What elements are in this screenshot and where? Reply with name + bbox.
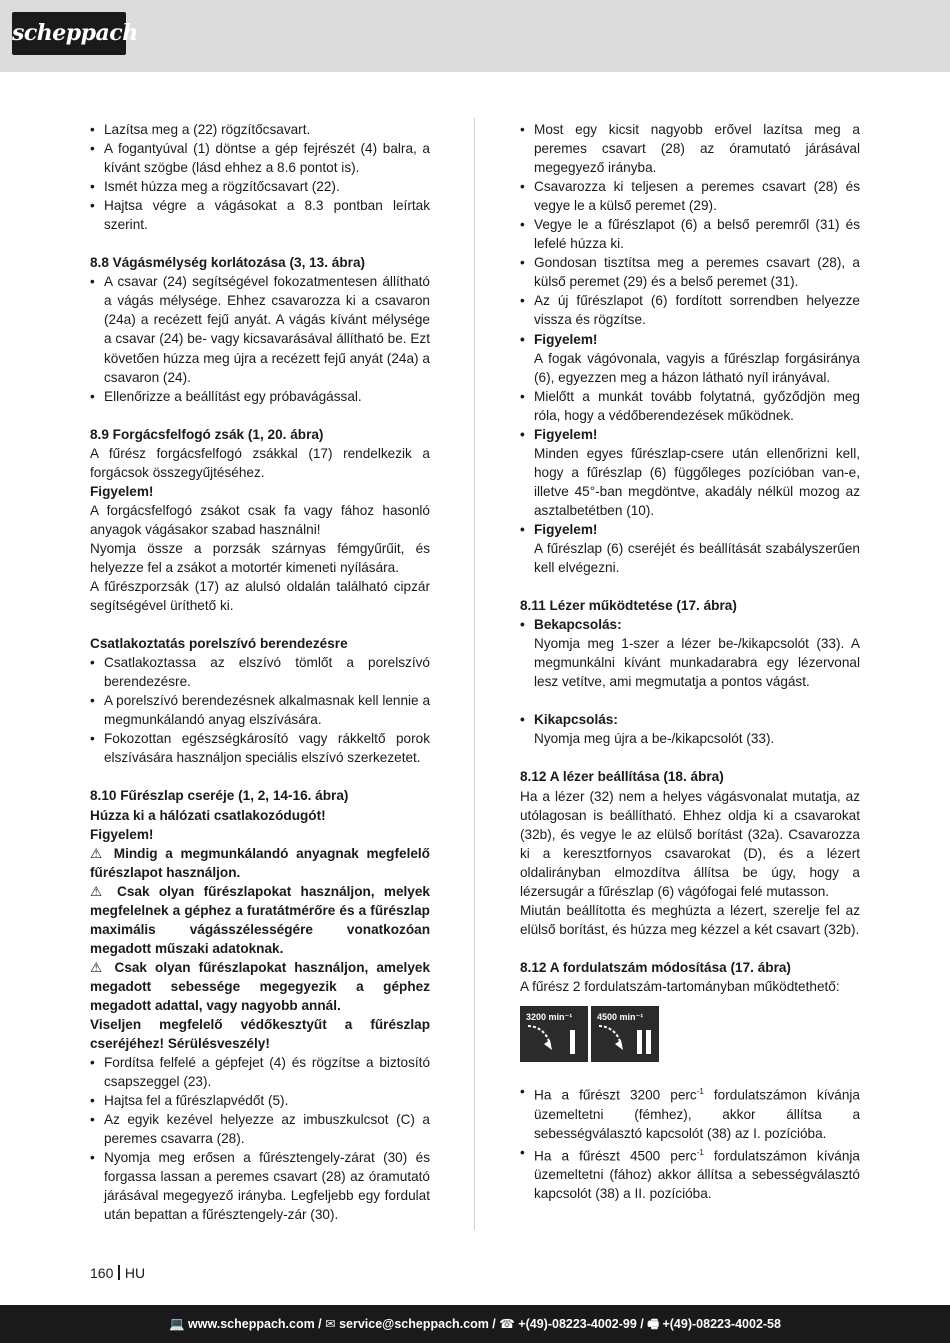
list-item: • Csavarozza ki teljesen a peremes csavart (28) és vegye le a külső peremet (29). — [520, 177, 860, 215]
list-item: • Lazítsa meg a (22) rögzítőcsavart. — [90, 120, 430, 139]
paragraph: Miután beállította és meghúzta a lézert, szerelje fel az elülső borítást, és húzza meg kézzel a két csavart (32b). — [520, 902, 860, 937]
list-item: • A porelszívó berendezésnek alkalmasnak kell lennie a megmunkálandó anyag elszívására. — [90, 691, 430, 729]
paragraph: Nyomja meg 1-szer a lézer be-/kikapcsolót (33). A megmunkálni kívánt munkadarabra egy lézervonal lesz vetítve, ami megmutatja a pontos vágást. — [534, 636, 860, 690]
list-item: • A fogantyúval (1) döntse a gép fejrészét (4) balra, a kívánt szögbe (lásd ehhez a 8.6 pontot is). — [90, 139, 430, 177]
list-item: • Ha a fűrészt 3200 perc$^{-1}$ fordulatszámon kívánja üzemeltetni (fémhez), akkor állítsa a sebességválasztó kapcsolót (38) az I. pozícióba. — [520, 1082, 860, 1143]
attention-label: • Figyelem! — [520, 520, 860, 539]
warning-text: Viseljen megfelelő védőkesztyűt a fűrészlap cseréjéhez! Sérülésveszély! — [90, 1017, 430, 1052]
paragraph: Nyomja meg újra a be-/kikapcsolót (33). — [534, 731, 775, 747]
speed-setting-2 — [591, 1006, 659, 1062]
slow-speed-icon — [520, 1020, 588, 1062]
contact-footer: 💻 www.scheppach.com / ✉ service@scheppach.com / ☎ +(49)-08223-4002-99 / 🖷 +(49)-08223-4002-58 — [0, 1305, 950, 1343]
list-item: • Csatlakoztassa az elszívó tömlőt a porelszívó berendezésre. — [90, 653, 430, 691]
paragraph: A fűrész 2 fordulatszám-tartományban működtethető: — [520, 978, 840, 994]
section-heading: 8.9 Forgácsfelfogó zsák (1, 20. ábra) — [90, 426, 324, 442]
speed-label: 3200 min⁻¹ — [526, 1011, 573, 1022]
attention-label: • Figyelem! — [520, 425, 860, 444]
page-header — [0, 0, 950, 72]
fast-speed-icon — [591, 1020, 659, 1062]
left-column — [90, 120, 430, 1225]
paragraph: A fűrészporzsák (17) az alulsó oldalán található cipzár segítségével üríthető ki. — [90, 579, 430, 614]
page-number: 160 HU — [90, 1265, 146, 1281]
paragraph: A forgácsfelfogó zsákot csak fa vagy fához hasonló anyagok vágásakor szabad használni! — [90, 502, 430, 537]
section-heading: 8.10 Fűrészlap cseréje (1, 2, 14-16. ábra) — [90, 788, 349, 804]
section-heading: 8.8 Vágásmélység korlátozása (3, 13. ábra) — [90, 255, 366, 271]
list-item: • Mielőtt a munkát tovább folytatná, győződjön meg róla, hogy a védőberendezések működnek. — [520, 387, 860, 425]
attention-label: Figyelem! — [90, 483, 154, 499]
speed-selector-illustration — [520, 1006, 660, 1062]
paragraph: Minden egyes fűrészlap-csere után ellenőrizni kell, hogy a fűrészlap (6) függőleges pozícióban van-e, illetve 45°-ban megdöntve, akadály nélkül mozog az asztalbetétben (10). — [534, 445, 860, 518]
list-item: • Most egy kicsit nagyobb erővel lazítsa meg a peremes csavart (28) az óramutató járásával megegyező irányba. — [520, 120, 860, 177]
paragraph: Nyomja össze a porzsák szárnyas fémgyűrűit, és helyezze fel a zsákot a motortér kimeneti nyílására. — [90, 540, 430, 575]
section-heading: Csatlakoztatás porelszívó berendezésre — [90, 636, 348, 652]
list-item: • Gondosan tisztítsa meg a peremes csavart (28), a külső peremet (29) és a belső peremet (31). — [520, 253, 860, 291]
right-column — [520, 120, 860, 1203]
attention-label: • Figyelem! — [520, 330, 860, 349]
speed-label: 4500 min⁻¹ — [597, 1011, 644, 1022]
list-item: • Fordítsa felfelé a gépfejet (4) és rögzítse a biztosító csapszeggel (23). — [90, 1053, 430, 1091]
list-item: • Hajtsa fel a fűrészlapvédőt (5). — [90, 1091, 430, 1110]
list-item: • A csavar (24) segítségével fokozatmentesen állítható a vágás mélysége. Ehhez csavarozza ki a csavaron (24a) a recézett fejű anyát. A vágás kívánt mélysége a csavar (24) be- vagy kicsavarásával állítható be. Ezt követően húzza meg újra a recézett fejű anyát (24a) a csavaron (24). — [90, 272, 430, 386]
paragraph: A fogak vágóvonala, vagyis a fűrészlap forgásiránya (6), egyezzen meg a házon látható nyíl irányával. — [534, 350, 860, 385]
paragraph: A fűrész forgácsfelfogó zsákkal (17) rendelkezik a forgácsok összegyűjtéséhez. — [90, 445, 430, 480]
scheppach-logo: scheppach — [12, 12, 126, 55]
section-heading: 8.12 A lézer beállítása (18. ábra) — [520, 769, 724, 785]
warning-text: ⚠ Csak olyan fűrészlapokat használjon, melyek megfelelnek a géphez a furatátmérőre és a fűrészlap maximális vágásszélességére vonatkozóan megadott műszaki adatoknak. — [90, 883, 430, 956]
list-item: • Az új fűrészlapot (6) fordított sorrendben helyezze vissza és rögzítse. — [520, 291, 860, 329]
list-item: • Az egyik kezével helyezze az imbuszkulcsot (C) a peremes csavarra (28). — [90, 1110, 430, 1148]
unplug-warning: Húzza ki a hálózati csatlakozódugót! — [90, 807, 326, 823]
list-item: • Ha a fűrészt 4500 perc$^{-1}$ fordulatszámon kívánja üzemeltetni (fához) akkor állítsa a sebességválasztó kapcsolót (38) a II. pozícióba. — [520, 1143, 860, 1204]
paragraph: A fűrészlap (6) cseréjét és beállítását szabályszerűen kell elvégezni. — [534, 541, 860, 576]
warning-text: ⚠ Mindig a megmunkálandó anyagnak megfelelő fűrészlapot használjon. — [90, 845, 430, 880]
list-item: • Ellenőrizze a beállítást egy próbavágással. — [90, 387, 430, 406]
list-item: • Fokozottan egészségkárosító vagy rákkeltő porok elszívására használjon speciális elszívó szerkezetet. — [90, 729, 430, 767]
paragraph: Ha a lézer (32) nem a helyes vágásvonalat mutatja, az utólagosan is beállítható. Ehhez oldja ki a csavarokat (32b), és vegye le az elülső borítást (32a). Csavarozza ki a keresztfornyos csavarokat (D), és a lézert oldalirányban elmozdítva állítsa be úgy, hogy a lézersugár a fűrészlap (6) vágófogai felé mutasson. — [520, 788, 860, 899]
list-item: • Nyomja meg erősen a fűrésztengely-zárat (30) és forgassa lassan a peremes csavart (28) az óramutató járásával megegyező irányba. Legfeljebb egy fordulat után bepattan a fűrésztengely-zár (30). — [90, 1148, 430, 1224]
warning-text: ⚠ Csak olyan fűrészlapokat használjon, amelyek megadott sebessége megegyezik a géphez megadott adattal, vagy nagyobb annál. — [90, 959, 430, 1013]
list-item: • Vegye le a fűrészlapot (6) a belső peremről (31) és lefelé húzza ki. — [520, 215, 860, 253]
section-heading: 8.12 A fordulatszám módosítása (17. ábra) — [520, 959, 791, 975]
section-heading: 8.11 Lézer működtetése (17. ábra) — [520, 598, 737, 614]
attention-label: Figyelem! — [90, 826, 154, 842]
speed-setting-1 — [520, 1006, 588, 1062]
list-item: • Hajtsa végre a vágásokat a 8.3 pontban leírtak szerint. — [90, 196, 430, 234]
list-item: • Ismét húzza meg a rögzítőcsavart (22). — [90, 177, 430, 196]
switch-on-label: • Bekapcsolás: — [520, 615, 860, 634]
switch-off-label: • Kikapcsolás: — [520, 710, 860, 729]
column-divider — [474, 118, 475, 1230]
